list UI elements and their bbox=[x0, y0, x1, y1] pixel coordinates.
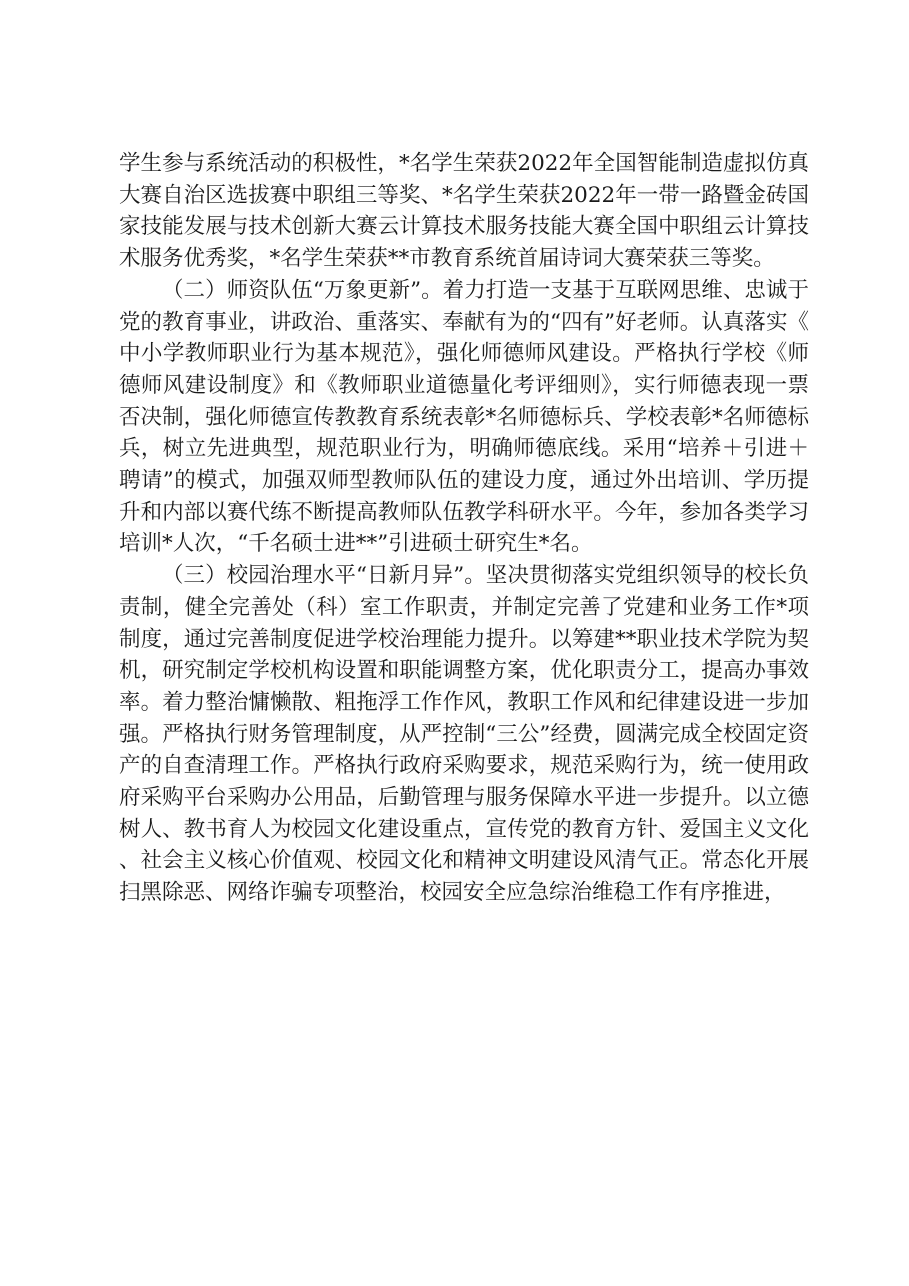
paragraph-campus-governance: （三）校园治理水平“日新月异”。坚决贯彻落实党组织领导的校长负责制，健全完善处（科）室工作职责，并制定完善了党建和业务工作*项制度，通过完善制度促进学校治理能力提升。以筹建**职业技术学院为契机，研究制定学校机构设置和职能调整方案，优化职责分工，提高办事效率。着力整治慵懒散、粗拖浮工作作风，教职工作风和纪律建设进一步加强。严格执行财务管理制度，从严控制“三公”经费，圆满完成全校固定资产的自查清理工作。严格执行政府采购要求，规范采购行为，统一使用政府采购平台采购办公用品，后勤管理与服务保障水平进一步提升。以立德树人、教书育人为校园文化建设重点，宣传党的教育方针、爱国主义文化、社会主义核心价值观、校园文化和精神文明建设风清气正。常态化开展扫黑除恶、网络诈骗专项整治，校园安全应急综治维稳工作有序推进， bbox=[119, 563, 809, 906]
paragraph-teacher-team: （二）师资队伍“万象更新”。着力打造一支基于互联网思维、忠诚于党的教育事业，讲政治、重落实、奉献有为的“四有”好老师。认真落实《中小学教师职业行为基本规范》，强化师德师风建设。严格执行学校《师德师风建设制度》和《教师职业道德量化考评细则》，实行师德表现一票否决制，强化师德宣传教教育系统表彰*名师德标兵、学校表彰*名师德标兵，树立先进典型，规范职业行为，明确师德底线。采用“培养＋引进＋聘请”的模式，加强双师型教师队伍的建设力度，通过外出培训、学历提升和内部以赛代练不断提高教师队伍教学科研水平。今年，参加各类学习培训*人次，“千名硕士进**”引进硕士研究生*名。 bbox=[119, 277, 809, 557]
document-body bbox=[119, 148, 809, 909]
paragraph-continuation: 学生参与系统活动的积极性，*名学生荣获2022年全国智能制造虚拟仿真大赛自治区选拔赛中职组三等奖、*名学生荣获2022年一带一路暨金砖国家技能发展与技术创新大赛云计算技术服务技能大赛全国中职组云计算技术服务优秀奖，*名学生荣获**市教育系统首届诗词大赛荣获三等奖。 bbox=[119, 151, 809, 272]
